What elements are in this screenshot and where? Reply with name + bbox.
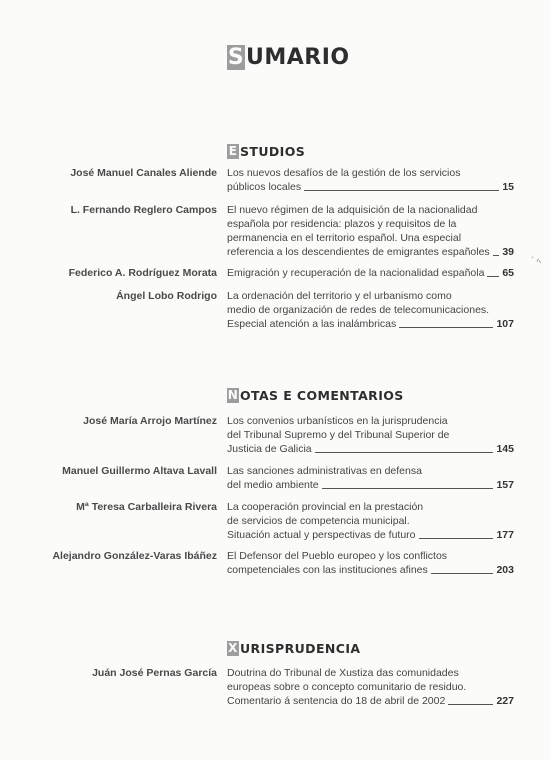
page-number: 145 bbox=[496, 443, 514, 455]
entry-article[interactable] bbox=[227, 203, 514, 259]
article-line: públicos locales bbox=[227, 181, 302, 193]
article-line: de servicios de competencia municipal. bbox=[227, 515, 410, 527]
section-title: URISPRUDENCIA bbox=[240, 640, 361, 656]
title-rest: UMARIO bbox=[246, 44, 350, 70]
leader-line bbox=[399, 327, 493, 328]
article-line: Especial atención a las inalámbricas bbox=[227, 318, 397, 330]
entry-author: Ángel Lobo Rodrigo bbox=[116, 290, 217, 302]
section-initial: N bbox=[227, 388, 239, 402]
page-number: 15 bbox=[502, 181, 514, 193]
article-last-line bbox=[227, 563, 514, 577]
leader-line bbox=[448, 704, 493, 705]
page-number: 227 bbox=[496, 695, 514, 707]
entry-author: Juán José Pernas García bbox=[92, 667, 217, 679]
article-line: europeas sobre o concepto comunitario de residuo. bbox=[227, 681, 467, 693]
article-last-line bbox=[227, 245, 514, 259]
article-line: El nuevo régimen de la adquisición de la nacionalidad bbox=[227, 204, 478, 216]
entry-article[interactable] bbox=[227, 464, 514, 492]
article-line: Justicia de Galicia bbox=[227, 443, 312, 455]
leader-line bbox=[487, 276, 499, 277]
page-number: 39 bbox=[502, 246, 514, 258]
entry-author: José María Arrojo Martínez bbox=[83, 415, 217, 427]
article-line: del medio ambiente bbox=[227, 479, 319, 491]
article-line: referencia a los descendientes de emigrantes españoles bbox=[227, 246, 490, 258]
article-line: Situación actual y perspectivas de futuro bbox=[227, 529, 416, 541]
page-number: 65 bbox=[502, 267, 514, 279]
entry-author: Mª Teresa Carballeira Rivera bbox=[76, 501, 217, 513]
section-title: OTAS E COMENTARIOS bbox=[240, 387, 404, 403]
entry-author: Federico A. Rodríguez Morata bbox=[68, 267, 217, 279]
article-line: Los nuevos desafíos de la gestión de los servicios bbox=[227, 167, 461, 179]
title-initial: S bbox=[227, 44, 245, 70]
article-line: competenciales con las instituciones afines bbox=[227, 564, 428, 576]
entry-author: Manuel Guillermo Altava Lavall bbox=[62, 465, 217, 477]
article-line: El Defensor del Pueblo europeo y los conflictos bbox=[227, 550, 448, 562]
article-line: española por residencia: plazos y requisitos de la bbox=[227, 218, 457, 230]
article-last-line bbox=[227, 528, 514, 542]
article-line: Las sanciones administrativas en defensa bbox=[227, 465, 422, 477]
article-line: Doutrina do Tribunal de Xustiza das comunidades bbox=[227, 667, 459, 679]
leader-line bbox=[322, 488, 494, 489]
leader-line bbox=[315, 452, 494, 453]
article-line: La ordenación del territorio y el urbanismo como bbox=[227, 290, 452, 302]
leader-line bbox=[304, 190, 499, 191]
entry-author: José Manuel Canales Aliende bbox=[70, 167, 217, 179]
article-last-line bbox=[227, 478, 514, 492]
section-initial: X bbox=[228, 641, 238, 655]
entry-author: L. Fernando Reglero Campos bbox=[70, 204, 217, 216]
margin-pencil-mark: ﾞ ﾍ bbox=[531, 257, 541, 267]
article-last-line bbox=[227, 317, 514, 331]
article-line: Comentario á sentencia do 18 de abril de 2002 bbox=[227, 695, 446, 707]
article-line: del Tribunal Supremo y del Tribunal Superior de bbox=[227, 429, 450, 441]
leader-line bbox=[431, 573, 494, 574]
entry-article[interactable] bbox=[227, 500, 514, 542]
entry-article[interactable] bbox=[227, 414, 514, 456]
entry-article[interactable] bbox=[227, 666, 514, 708]
section-title: STUDIOS bbox=[240, 143, 306, 159]
article-line: Emigración y recuperación de la nacionalidad española bbox=[227, 267, 485, 279]
page-number: 157 bbox=[496, 479, 514, 491]
article-line: permanencia en el territorio español. Una especial bbox=[227, 232, 462, 244]
leader-line bbox=[493, 255, 500, 256]
page-number: 203 bbox=[496, 564, 514, 576]
section-header-estudios bbox=[227, 143, 305, 159]
section-header-xurisprudencia bbox=[227, 640, 360, 656]
page-number: 177 bbox=[496, 529, 514, 541]
entry-article[interactable] bbox=[227, 289, 514, 331]
article-last-line bbox=[227, 442, 514, 456]
page-title bbox=[227, 44, 350, 70]
article-line: Los convenios urbanísticos en la jurisprudencia bbox=[227, 415, 448, 427]
entry-author: Alejandro González-Varas Ibáñez bbox=[52, 550, 217, 562]
entry-article[interactable] bbox=[227, 549, 514, 577]
article-line: La cooperación provincial en la prestación bbox=[227, 501, 424, 513]
article-last-line bbox=[227, 266, 514, 280]
section-header-notas bbox=[227, 387, 404, 403]
entry-article[interactable] bbox=[227, 266, 514, 280]
article-last-line bbox=[227, 180, 514, 194]
leader-line bbox=[419, 538, 494, 539]
article-last-line bbox=[227, 694, 514, 708]
entry-article[interactable] bbox=[227, 166, 514, 194]
section-initial: E bbox=[228, 144, 238, 158]
page-number: 107 bbox=[496, 318, 514, 330]
article-line: medio de organización de redes de telecomunicaciones. bbox=[227, 304, 490, 316]
